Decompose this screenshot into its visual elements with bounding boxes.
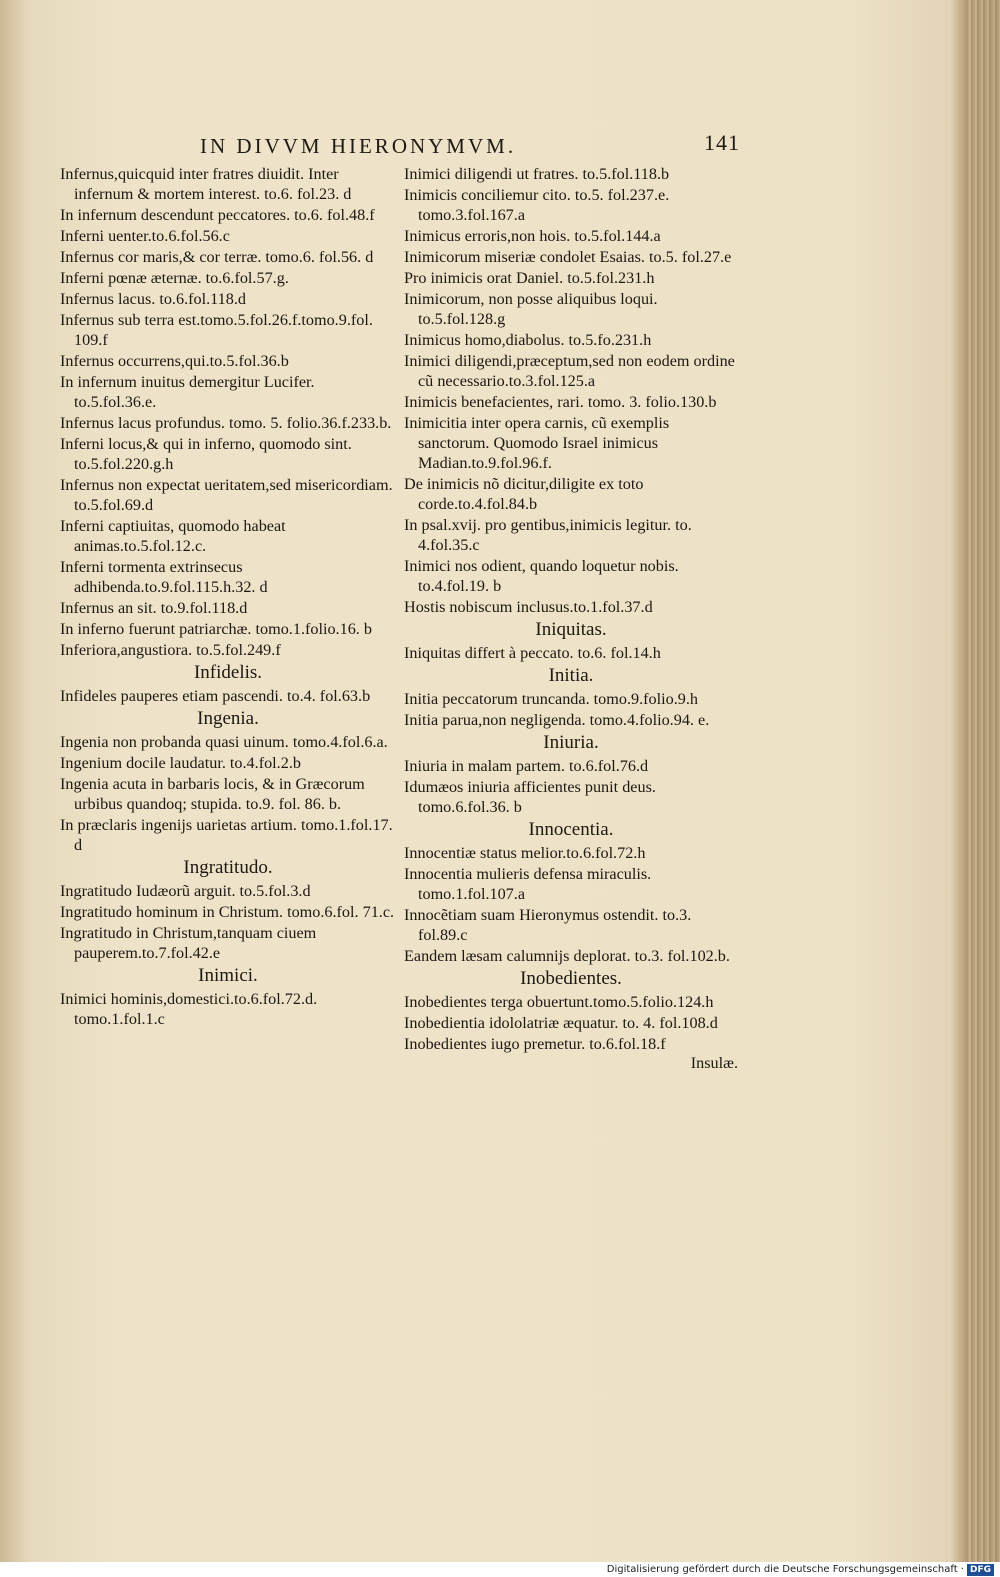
index-entry: Inimicis conciliemur cito. to.5. fol.237.e. tomo.3.fol.167.a <box>404 186 670 224</box>
index-entry: Hostis nobiscum inclusus.to.1.fol.37.d <box>404 598 653 616</box>
index-entry: Innocentiæ status melior.to.6.fol.72.h <box>404 844 646 862</box>
index-entry: Infideles pauperes etiam pascendi. to.4. fol.63.b <box>60 687 371 705</box>
index-entry: Inferni uenter.to.6.fol.56.c <box>60 227 230 245</box>
index-entry: Innocentia mulieris defensa miraculis. tomo.1.fol.107.a <box>404 865 652 903</box>
dfg-logo: DFG <box>967 1564 994 1576</box>
index-entry: Inferni tormenta extrinsecus adhibenda.to.9.fol.115.h.32. d <box>60 558 268 596</box>
index-entry: De inimicis nõ dicitur,diligite ex toto corde.to.4.fol.84.b <box>404 475 644 513</box>
index-entry: Initia parua,non negligenda. tomo.4.folio.94. e. <box>404 711 710 729</box>
index-entry: In inferno fuerunt patriarchæ. tomo.1.folio.16. b <box>60 620 372 638</box>
index-entry: Infernus cor maris,& cor terræ. tomo.6. fol.56. d <box>60 248 374 266</box>
index-entry: Eandem læsam calumnijs deplorat. to.3. fol.102.b. <box>404 947 730 965</box>
index-entry: In infernum descendunt peccatores. to.6. fol.48.f <box>60 206 375 224</box>
index-entry: In psal.xvij. pro gentibus,inimicis legitur. to. 4.fol.35.c <box>404 516 692 554</box>
index-entry: Inimicorum miseriæ condolet Esaias. to.5. fol.27.e <box>404 248 732 266</box>
footer-credit-text: Digitalisierung gefördert durch die Deutsche Forschungsgemeinschaft · <box>606 1564 964 1575</box>
index-column-left <box>60 164 396 1030</box>
index-heading: Inimici. <box>198 965 258 986</box>
index-entry: Inimicorum, non posse aliquibus loqui. to.5.fol.128.g <box>404 290 658 328</box>
index-entry: In infernum inuitus demergitur Lucifer. to.5.fol.36.e. <box>60 373 315 411</box>
index-entry: Inimicitia inter opera carnis, cũ exemplis sanctorum. Quomodo Israel inimicus Madian.to.9.fol.96.f. <box>404 414 670 472</box>
index-entry: Ingratitudo in Christum,tanquam ciuem pauperem.to.7.fol.42.e <box>60 924 317 962</box>
index-entry: In præclaris ingenijs uarietas artium. tomo.1.fol.17. d <box>60 816 393 854</box>
index-entry: Inimici diligendi,præceptum,sed non eodem ordine cũ necessario.to.3.fol.125.a <box>404 352 735 390</box>
page-header <box>200 130 740 164</box>
index-heading: Innocentia. <box>528 819 614 840</box>
index-heading: Infidelis. <box>193 662 263 683</box>
index-entry: Infernus,quicquid inter fratres diuidit. Inter infernum & mortem interest. to.6. fol.23. d <box>60 165 352 203</box>
index-heading: Iniuria. <box>543 732 599 753</box>
index-entry: Idumæos iniuria afficientes punit deus. tomo.6.fol.36. b <box>404 778 656 816</box>
index-entry: Inimici hominis,domestici.to.6.fol.72.d. tomo.1.fol.1.c <box>60 990 318 1028</box>
index-entry: Innocẽtiam suam Hieronymus ostendit. to.3. fol.89.c <box>404 906 692 944</box>
index-entry: Ingratitudo hominum in Christum. tomo.6.fol. 71.c. <box>60 903 395 921</box>
index-entry: Inimicus homo,diabolus. to.5.fo.231.h <box>404 331 652 349</box>
index-heading: Initia. <box>548 665 594 686</box>
index-entry: Inobedientes terga obuertunt.tomo.5.folio.124.h <box>404 993 714 1011</box>
page-number: 141 <box>704 130 740 155</box>
index-heading: Inobedientes. <box>520 968 622 989</box>
index-entry: Infernus occurrens,qui.to.5.fol.36.b <box>60 352 289 370</box>
index-entry: Inferni captiuitas, quomodo habeat animas.to.5.fol.12.c. <box>60 517 286 555</box>
index-entry: Infernus non expectat ueritatem,sed misericordiam. to.5.fol.69.d <box>60 476 393 514</box>
index-entry: Ingenia acuta in barbaris locis, & in Græcorum urbibus quandoq; stupida. to.9. fol. 86. b. <box>60 775 365 813</box>
index-entry: Infernus an sit. to.9.fol.118.d <box>60 599 248 617</box>
index-entry: Ingenia non probanda quasi uinum. tomo.4.fol.6.a. <box>60 733 388 751</box>
index-entry: Ingenium docile laudatur. to.4.fol.2.b <box>60 754 301 772</box>
index-entry: Infernus lacus. to.6.fol.118.d <box>60 290 246 308</box>
index-entry: Inimicus erroris,non hois. to.5.fol.144.a <box>404 227 661 245</box>
index-column-right <box>404 164 738 1073</box>
footer-credit <box>607 1562 994 1577</box>
catchword: Insulæ. <box>690 1054 738 1072</box>
index-entry: Inferni pœnæ æternæ. to.6.fol.57.g. <box>60 269 289 287</box>
book-page-edge <box>968 0 1000 1562</box>
index-entry: Inferiora,angustiora. to.5.fol.249.f <box>60 641 281 659</box>
index-entry: Infernus sub terra est.tomo.5.fol.26.f.tomo.9.fol. 109.f <box>60 311 373 349</box>
index-entry: Iniquitas differt à peccato. to.6. fol.14.h <box>404 644 661 662</box>
index-entry: Pro inimicis orat Daniel. to.5.fol.231.h <box>404 269 655 287</box>
index-entry: Inimici diligendi ut fratres. to.5.fol.118.b <box>404 165 670 183</box>
running-title: IN DIVVM HIERONYMVM. <box>200 134 517 158</box>
index-heading: Iniquitas. <box>535 619 607 640</box>
index-entry: Ingratitudo Iudæorũ arguit. to.5.fol.3.d <box>60 882 311 900</box>
index-entry: Inobedientes iugo premetur. to.6.fol.18.f <box>404 1035 666 1053</box>
index-entry: Iniuria in malam partem. to.6.fol.76.d <box>404 757 649 775</box>
index-entry: Inferni locus,& qui in inferno, quomodo sint. to.5.fol.220.g.h <box>60 435 352 473</box>
index-heading: Ingratitudo. <box>183 857 273 878</box>
index-entry: Infernus lacus profundus. tomo. 5. folio.36.f.233.b. <box>60 414 392 432</box>
index-entry: Initia peccatorum truncanda. tomo.9.folio.9.h <box>404 690 698 708</box>
index-entry: Inimici nos odient, quando loquetur nobis. to.4.fol.19. b <box>404 557 679 595</box>
index-entry: Inimicis benefacientes, rari. tomo. 3. folio.130.b <box>404 393 717 411</box>
index-entry: Inobedientia idololatriæ æquatur. to. 4. fol.108.d <box>404 1014 718 1032</box>
index-heading: Ingenia. <box>197 708 259 729</box>
